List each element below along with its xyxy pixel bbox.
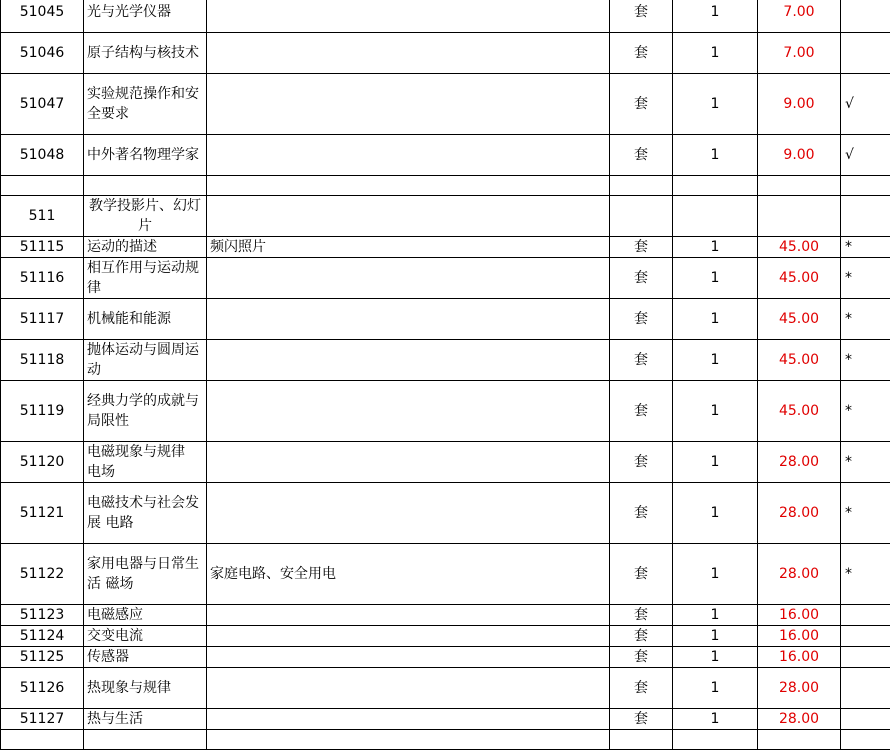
item-unit: 套 xyxy=(610,381,673,442)
item-mark: √ xyxy=(841,74,890,135)
item-price: 45.00 xyxy=(758,237,841,258)
table-row xyxy=(1,668,890,709)
item-mark: * xyxy=(841,237,890,258)
item-code: 51127 xyxy=(1,709,84,730)
table-row xyxy=(1,237,890,258)
item-mark: * xyxy=(841,258,890,299)
item-unit: 套 xyxy=(610,33,673,74)
item-code: 51045 xyxy=(1,0,84,33)
item-price: 45.00 xyxy=(758,258,841,299)
item-unit: 套 xyxy=(610,299,673,340)
item-qty: 1 xyxy=(673,381,758,442)
item-qty: 1 xyxy=(673,709,758,730)
item-unit: 套 xyxy=(610,442,673,483)
table-row xyxy=(1,730,890,750)
item-qty: 1 xyxy=(673,258,758,299)
item-spec xyxy=(207,299,610,340)
item-unit: 套 xyxy=(610,258,673,299)
item-mark xyxy=(841,605,890,626)
item-qty: 1 xyxy=(673,0,758,33)
item-unit xyxy=(610,196,673,237)
item-mark: * xyxy=(841,340,890,381)
item-name: 电磁感应 xyxy=(84,605,207,626)
item-unit: 套 xyxy=(610,0,673,33)
item-mark: * xyxy=(841,442,890,483)
table-row xyxy=(1,299,890,340)
item-price: 45.00 xyxy=(758,340,841,381)
item-spec xyxy=(207,176,610,196)
item-qty: 1 xyxy=(673,483,758,544)
item-spec xyxy=(207,626,610,647)
table-row xyxy=(1,544,890,605)
table-row xyxy=(1,605,890,626)
item-name: 相互作用与运动规律 xyxy=(84,258,207,299)
item-qty: 1 xyxy=(673,237,758,258)
item-mark xyxy=(841,626,890,647)
item-code xyxy=(1,176,84,196)
item-mark xyxy=(841,176,890,196)
section-row xyxy=(1,196,890,237)
item-code: 51119 xyxy=(1,381,84,442)
item-spec xyxy=(207,668,610,709)
item-name: 交变电流 xyxy=(84,626,207,647)
table-row xyxy=(1,626,890,647)
table-row xyxy=(1,442,890,483)
item-spec xyxy=(207,0,610,33)
item-mark xyxy=(841,647,890,668)
item-unit xyxy=(610,730,673,750)
item-mark xyxy=(841,0,890,33)
item-code: 51126 xyxy=(1,668,84,709)
table-row xyxy=(1,0,890,33)
item-name: 运动的描述 xyxy=(84,237,207,258)
item-mark xyxy=(841,668,890,709)
table-row xyxy=(1,483,890,544)
item-name: 经典力学的成就与局限性 xyxy=(84,381,207,442)
item-spec xyxy=(207,442,610,483)
item-price: 7.00 xyxy=(758,33,841,74)
item-code: 51117 xyxy=(1,299,84,340)
item-price: 45.00 xyxy=(758,299,841,340)
item-mark xyxy=(841,33,890,74)
item-qty: 1 xyxy=(673,626,758,647)
item-name: 家用电器与日常生活 磁场 xyxy=(84,544,207,605)
item-mark xyxy=(841,709,890,730)
item-name: 中外著名物理学家 xyxy=(84,135,207,176)
item-unit: 套 xyxy=(610,135,673,176)
item-mark: * xyxy=(841,381,890,442)
item-name: 热与生活 xyxy=(84,709,207,730)
item-mark xyxy=(841,196,890,237)
item-price: 9.00 xyxy=(758,74,841,135)
item-spec xyxy=(207,74,610,135)
item-qty xyxy=(673,730,758,750)
section-name: 教学投影片、幻灯片 xyxy=(84,196,207,237)
item-unit: 套 xyxy=(610,74,673,135)
item-price: 16.00 xyxy=(758,626,841,647)
item-code: 51121 xyxy=(1,483,84,544)
section-code: 511 xyxy=(1,196,84,237)
item-code: 51120 xyxy=(1,442,84,483)
item-code: 51118 xyxy=(1,340,84,381)
item-name: 电磁技术与社会发展 电路 xyxy=(84,483,207,544)
item-qty: 1 xyxy=(673,647,758,668)
item-qty: 1 xyxy=(673,668,758,709)
item-price xyxy=(758,196,841,237)
item-spec xyxy=(207,381,610,442)
item-code: 51116 xyxy=(1,258,84,299)
item-spec: 家庭电路、安全用电 xyxy=(207,544,610,605)
item-unit: 套 xyxy=(610,626,673,647)
table-row xyxy=(1,176,890,196)
item-code: 51115 xyxy=(1,237,84,258)
item-qty: 1 xyxy=(673,605,758,626)
item-code: 51046 xyxy=(1,33,84,74)
item-code: 51123 xyxy=(1,605,84,626)
item-code: 51122 xyxy=(1,544,84,605)
item-unit xyxy=(610,176,673,196)
item-unit: 套 xyxy=(610,647,673,668)
item-spec xyxy=(207,196,610,237)
item-name: 实验规范操作和安全要求 xyxy=(84,74,207,135)
item-price: 9.00 xyxy=(758,135,841,176)
item-price: 28.00 xyxy=(758,483,841,544)
item-name: 机械能和能源 xyxy=(84,299,207,340)
item-spec xyxy=(207,709,610,730)
item-price xyxy=(758,730,841,750)
item-code: 51124 xyxy=(1,626,84,647)
item-spec xyxy=(207,605,610,626)
item-price: 16.00 xyxy=(758,605,841,626)
item-price: 7.00 xyxy=(758,0,841,33)
item-price: 16.00 xyxy=(758,647,841,668)
item-name: 热现象与规律 xyxy=(84,668,207,709)
item-spec xyxy=(207,135,610,176)
item-spec xyxy=(207,258,610,299)
table-row xyxy=(1,647,890,668)
item-qty: 1 xyxy=(673,299,758,340)
item-qty xyxy=(673,176,758,196)
item-unit: 套 xyxy=(610,483,673,544)
table-row xyxy=(1,709,890,730)
item-price: 28.00 xyxy=(758,544,841,605)
item-unit: 套 xyxy=(610,605,673,626)
item-price: 28.00 xyxy=(758,442,841,483)
item-unit: 套 xyxy=(610,709,673,730)
table-row xyxy=(1,340,890,381)
item-code: 51048 xyxy=(1,135,84,176)
item-price: 28.00 xyxy=(758,668,841,709)
item-qty: 1 xyxy=(673,340,758,381)
item-name xyxy=(84,176,207,196)
item-mark: * xyxy=(841,544,890,605)
item-qty: 1 xyxy=(673,74,758,135)
item-name: 原子结构与核技术 xyxy=(84,33,207,74)
item-qty: 1 xyxy=(673,544,758,605)
item-name xyxy=(84,730,207,750)
table-row xyxy=(1,33,890,74)
item-price xyxy=(758,176,841,196)
item-unit: 套 xyxy=(610,544,673,605)
item-qty: 1 xyxy=(673,135,758,176)
item-spec xyxy=(207,33,610,74)
item-code: 51047 xyxy=(1,74,84,135)
item-unit: 套 xyxy=(610,237,673,258)
item-name: 抛体运动与圆周运动 xyxy=(84,340,207,381)
item-price: 28.00 xyxy=(758,709,841,730)
item-qty: 1 xyxy=(673,33,758,74)
item-spec xyxy=(207,647,610,668)
item-spec xyxy=(207,730,610,750)
item-name: 传感器 xyxy=(84,647,207,668)
item-unit: 套 xyxy=(610,668,673,709)
item-mark: * xyxy=(841,299,890,340)
item-name: 电磁现象与规律 电场 xyxy=(84,442,207,483)
table-row xyxy=(1,258,890,299)
item-code: 51125 xyxy=(1,647,84,668)
item-price: 45.00 xyxy=(758,381,841,442)
item-unit: 套 xyxy=(610,340,673,381)
item-spec xyxy=(207,340,610,381)
table-row xyxy=(1,74,890,135)
item-mark: * xyxy=(841,483,890,544)
item-qty xyxy=(673,196,758,237)
item-spec: 频闪照片 xyxy=(207,237,610,258)
table-row xyxy=(1,135,890,176)
item-name: 光与光学仪器 xyxy=(84,0,207,33)
item-mark xyxy=(841,730,890,750)
item-qty: 1 xyxy=(673,442,758,483)
item-code xyxy=(1,730,84,750)
item-spec xyxy=(207,483,610,544)
item-mark: √ xyxy=(841,135,890,176)
table-row xyxy=(1,381,890,442)
